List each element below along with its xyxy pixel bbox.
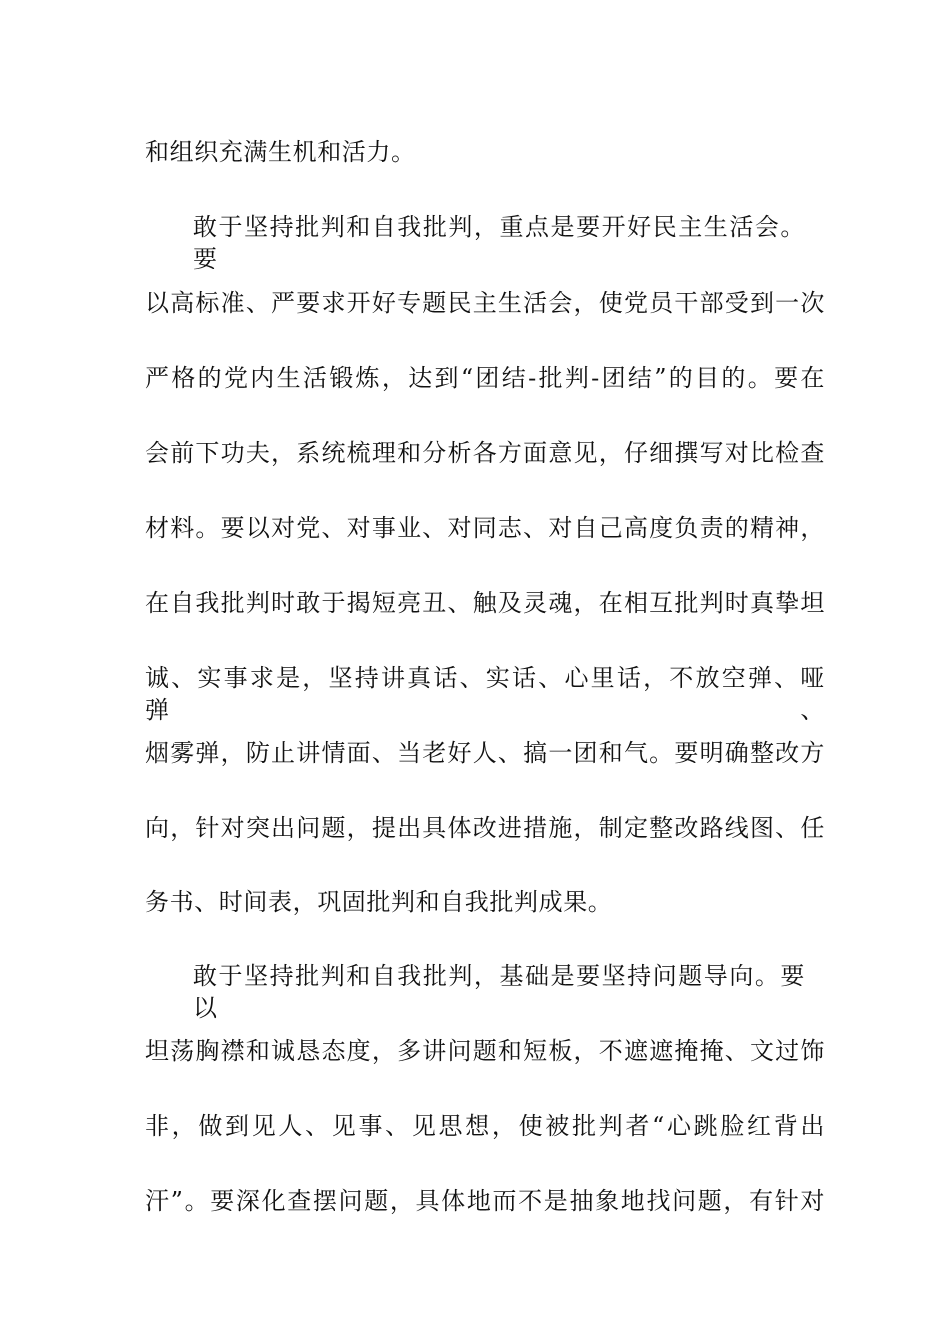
text-line: 会前下功夫，系统梳理和分析各方面意见，仔细撰写对比检查 — [145, 439, 825, 467]
text-line: 汗”。要深化查摆问题，具体地而不是抽象地找问题，有针对 — [145, 1187, 825, 1215]
text-line: 严格的党内生活锻炼，达到“团结-批判-团结”的目的。要在 — [145, 364, 825, 392]
text-line: 非，做到见人、见事、见思想，使被批判者“心跳脸红背出 — [145, 1112, 825, 1140]
text-line: 向，针对突出问题，提出具体改进措施，制定整改路线图、任 — [145, 814, 825, 842]
paragraph-first-line: 敢于坚持批判和自我批判，重点是要开好民主生活会。要 — [193, 213, 805, 273]
paragraph-first-line: 敢于坚持批判和自我批判，基础是要坚持问题导向。要以 — [193, 962, 805, 1022]
text-line: 材料。要以对党、对事业、对同志、对自己高度负责的精神， — [145, 514, 825, 542]
text-line: 诚、实事求是，坚持讲真话、实话、心里话，不放空弹、哑弹、 — [145, 664, 825, 724]
text-line: 在自我批判时敢于揭短亮丑、触及灵魂，在相互批判时真挚坦 — [145, 589, 825, 617]
text-line: 和组织充满生机和活力。 — [145, 138, 416, 166]
text-line: 以高标准、严要求开好专题民主生活会，使党员干部受到一次 — [145, 289, 825, 317]
text-line: 坦荡胸襟和诚恳态度，多讲问题和短板，不遮遮掩掩、文过饰 — [145, 1037, 825, 1065]
text-line: 烟雾弹，防止讲情面、当老好人、搞一团和气。要明确整改方 — [145, 739, 825, 767]
text-line: 务书、时间表，巩固批判和自我批判成果。 — [145, 888, 613, 916]
